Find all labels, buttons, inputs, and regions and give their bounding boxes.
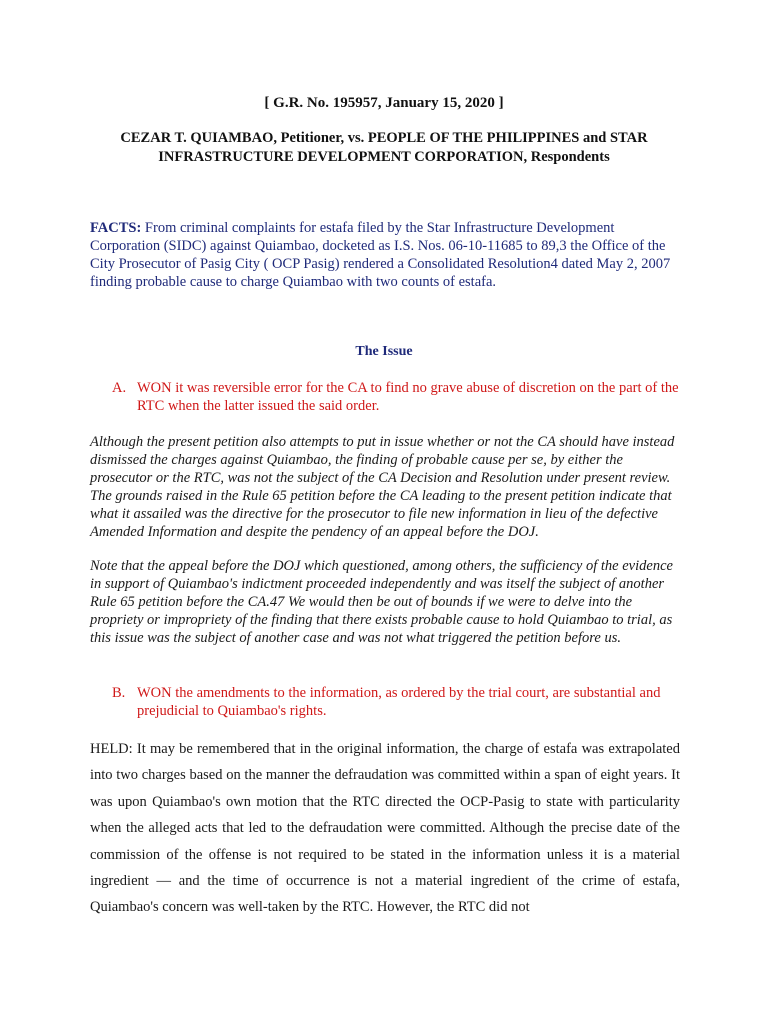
case-number-heading: [ G.R. No. 195957, January 15, 2020 ] [264, 95, 504, 111]
issue-item-a [112, 379, 687, 415]
issue-item-marker: A. [112, 380, 127, 396]
issue-paragraph: Note that the appeal before the DOJ which questioned, among others, the sufficiency of the evidence in support of Quiambao's indictment proceeded independently and was itself the subject of another Rule 65 petition before the CA.47 We would then be out of bounds if we were to delve into the propriety or impropriety of the finding that there exists probable cause to hold Quiambao to trial, as this issue was the subject of another case and was not what triggered the petition before us. [90, 558, 673, 646]
case-parties-heading: CEZAR T. QUIAMBAO, Petitioner, vs. PEOPLE OF THE PHILIPPINES and STAR INFRASTRUCTURE DEVELOPMENT CORPORATION, Respondents [120, 130, 648, 165]
facts-text: From criminal complaints for estafa filed by the Star Infrastructure Development Corporation (SIDC) against Quiambao, docketed as I.S. Nos. 06-10-11685 to 89,3 the Office of the City Prosecutor of Pasig City ( OCP Pasig) rendered a Consolidated Resolution4 dated May 2, 2007 finding probable cause to charge Quiambao with two counts of estafa. [90, 220, 671, 290]
issue-item-text: WON the amendments to the information, as ordered by the trial court, are substantial and prejudicial to Quiambao's rights. [137, 685, 661, 719]
issue-item-b [112, 684, 687, 720]
issue-item-text: WON it was reversible error for the CA to find no grave abuse of discretion on the part of the RTC when the latter issued the said order. [137, 380, 679, 414]
facts-label: FACTS: [90, 220, 142, 236]
issue-heading: The Issue [355, 344, 413, 359]
held-label: HELD: [90, 741, 133, 757]
issue-paragraph: Although the present petition also attempts to put in issue whether or not the CA should have instead dismissed the charges against Quiambao, the finding of probable cause per se, by either the prosecutor or the RTC, was not the subject of the CA Decision and Resolution under present review. The grounds raised in the Rule 65 petition before the CA leading to the present petition indicate that what it assailed was the directive for the prosecutor to file new information in lieu of the defective Amended Information and despite the pendency of an appeal before the DOJ. [90, 434, 675, 540]
held-text: It may be remembered that in the original information, the charge of estafa was extrapolated into two charges based on the manner the defraudation was committed within a span of eight years. It was upon Quiambao's own motion that the RTC directed the OCP-Pasig to state with particularity when the alleged acts that led to the defraudation were committed. Although the precise date of the commission of the offense is not required to be stated in the information unless it is a material ingredient — and the time of occurrence is not a material ingredient of the crime of estafa, Quiambao's concern was well-taken by the RTC. However, the RTC did not [90, 741, 680, 916]
facts-paragraph [90, 219, 680, 291]
held-paragraph [90, 736, 680, 921]
issue-item-marker: B. [112, 685, 126, 701]
